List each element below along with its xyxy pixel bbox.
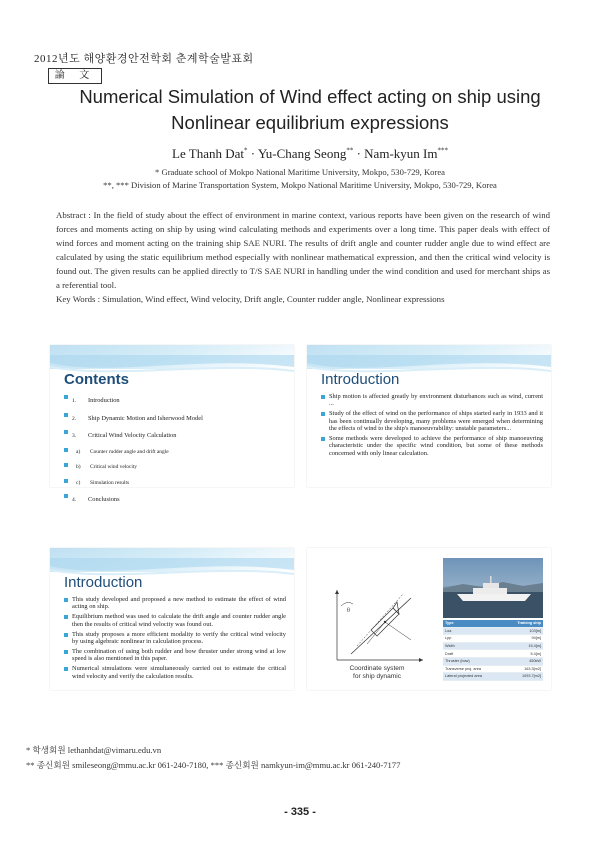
author-2: Yu-Chang Seong <box>257 146 347 161</box>
author-2-mark: ** <box>346 146 354 155</box>
footnote-1: * 학생회원 lethanhdat@vimaru.edu.vn <box>26 745 162 755</box>
list-item: Study of the effect of wind on the performance of ships started early in 1933 and it has been continually developing, many problems were emerged when determining the effects of wind to the ship's manoeuvrability: unstable parameters... <box>321 410 543 432</box>
slide-title: Introduction <box>64 574 143 591</box>
table-row: Lateral projected area 1093.7[m2] <box>445 674 541 679</box>
author-1: Le Thanh Dat <box>172 146 244 161</box>
caption-line-1: Coordinate system <box>349 665 405 672</box>
authors <box>40 146 580 162</box>
table-row: Transverse proj. area 163.3[m2] <box>445 666 541 671</box>
abstract <box>56 208 550 293</box>
contents-list <box>64 393 286 510</box>
list-item: a) Counter rudder angle and drift angle <box>64 446 286 459</box>
table-row: Thruster (bow) 450kW <box>445 659 541 664</box>
angle-symbol: θ <box>347 608 350 614</box>
list-item: Ship motion is affected greatly by environment disturbances such as wind, current ... <box>321 393 543 408</box>
bullet-list <box>321 393 543 460</box>
affiliation-2: **, *** Division of Marine Transportation System, Mokpo National Maritime University, Mokpo, 530-729, Korea <box>103 180 497 190</box>
table-row: Draft 5.4[m] <box>445 651 541 656</box>
paper-type-tag: 論 文 <box>48 68 102 84</box>
list-item: b) Critical wind velocity <box>64 461 286 474</box>
table-row: Type Training ship <box>445 621 541 626</box>
keywords-label: Key Words : <box>56 294 103 304</box>
list-item: 2. Ship Dynamic Motion and Isherwood Model <box>64 411 286 426</box>
abstract-text: In the field of study about the effect of environment in marine context, various reports have been given on the research of wind forces and moments acting on ship by using wind calculating methods and experiments over a long time. This paper deals with effect of wind forces and moment acting on the training ship SAE NURI. The results of drift angle and counter rudder angle due to wind effect are calculated by using the static equilibrium method especially with nonlinear mathematical expression, and then the critical wind velocity is found out. The given results can be applied directly to T/S SAE NURI in handling under the wind condition and used for merchant ships as a referential tool. <box>56 210 550 291</box>
title-line-2: Nonlinear equilibrium expressions <box>171 112 449 133</box>
slide-introduction-1 <box>307 345 551 487</box>
slide-ship-dynamics <box>307 548 551 690</box>
author-3-mark: *** <box>437 146 448 155</box>
table-row: Width 15.4[m] <box>445 644 541 649</box>
affiliation-1: * Graduate school of Mokpo National Maritime University, Mokpo, 530-729, Korea <box>155 167 445 177</box>
list-item: 3. Critical Wind Velocity Calculation <box>64 428 286 443</box>
keywords <box>56 294 556 304</box>
caption-line-2: for ship dynamic <box>352 673 401 680</box>
slide-introduction-2 <box>50 548 294 690</box>
conference-header: 2012년도 해양환경안전학회 춘계학술발표회 <box>34 53 254 65</box>
coordinate-system-diagram <box>327 586 427 666</box>
page-number: - 335 - <box>284 806 316 818</box>
list-item: Numerical simulations were simultaneously carried out to estimate the critical wind velocity and verify the calculation results. <box>64 665 286 680</box>
bullet-list <box>64 596 286 683</box>
slide-title: Contents <box>64 371 129 388</box>
slide-contents <box>50 345 294 503</box>
author-1-mark: * <box>244 146 248 155</box>
training-ship-photo <box>443 558 543 618</box>
list-item: c) Simulation results <box>64 477 286 490</box>
list-item: 4. Conclusions <box>64 492 286 507</box>
author-separator: · <box>353 146 365 161</box>
ship-spec-table <box>443 620 543 681</box>
list-item: This study developed and proposed a new method to estimate the effect of wind acting on ship. <box>64 596 286 611</box>
list-item: 1. Introduction <box>64 393 286 408</box>
list-item: Equilibrium method was used to calculate the drift angle and counter rudder angle then the results of critical wind velocity was found out. <box>64 613 286 628</box>
title-line-1: Numerical Simulation of Wind effect acting on ship using <box>79 86 541 107</box>
list-item: The combination of using both rudder and bow thruster under strong wind at low speed is also mentioned in this paper. <box>64 648 286 663</box>
abstract-label: Abstract : <box>56 210 94 220</box>
slide-title: Introduction <box>321 371 400 388</box>
coordinate-caption <box>337 665 417 681</box>
table-row: Lpp 94[m] <box>445 636 541 641</box>
ship-image <box>443 558 543 618</box>
footnote-2: ** 종신회원 smileseong@mmu.ac.kr 061-240-7180, *** 종신회원 namkyun-im@mmu.ac.kr 061-240-7177 <box>26 760 401 770</box>
table-row: Loa 103[m] <box>445 628 541 633</box>
keywords-text: Simulation, Wind effect, Wind velocity, Drift angle, Counter rudder angle, Nonlinear expressions <box>102 294 445 304</box>
list-item: Some methods were developed to achieve the performance of ship manoeuvring characteristic under the specific wind condition, but some of these methods concerned with only linear calculation. <box>321 435 543 457</box>
list-item: This study proposes a more efficient modality to verify the critical wind velocity by using algebraic nonlinear in calculation process. <box>64 631 286 646</box>
author-separator: · <box>247 146 258 161</box>
author-3: Nam-kyun Im <box>364 146 438 161</box>
paper-title <box>40 84 580 136</box>
